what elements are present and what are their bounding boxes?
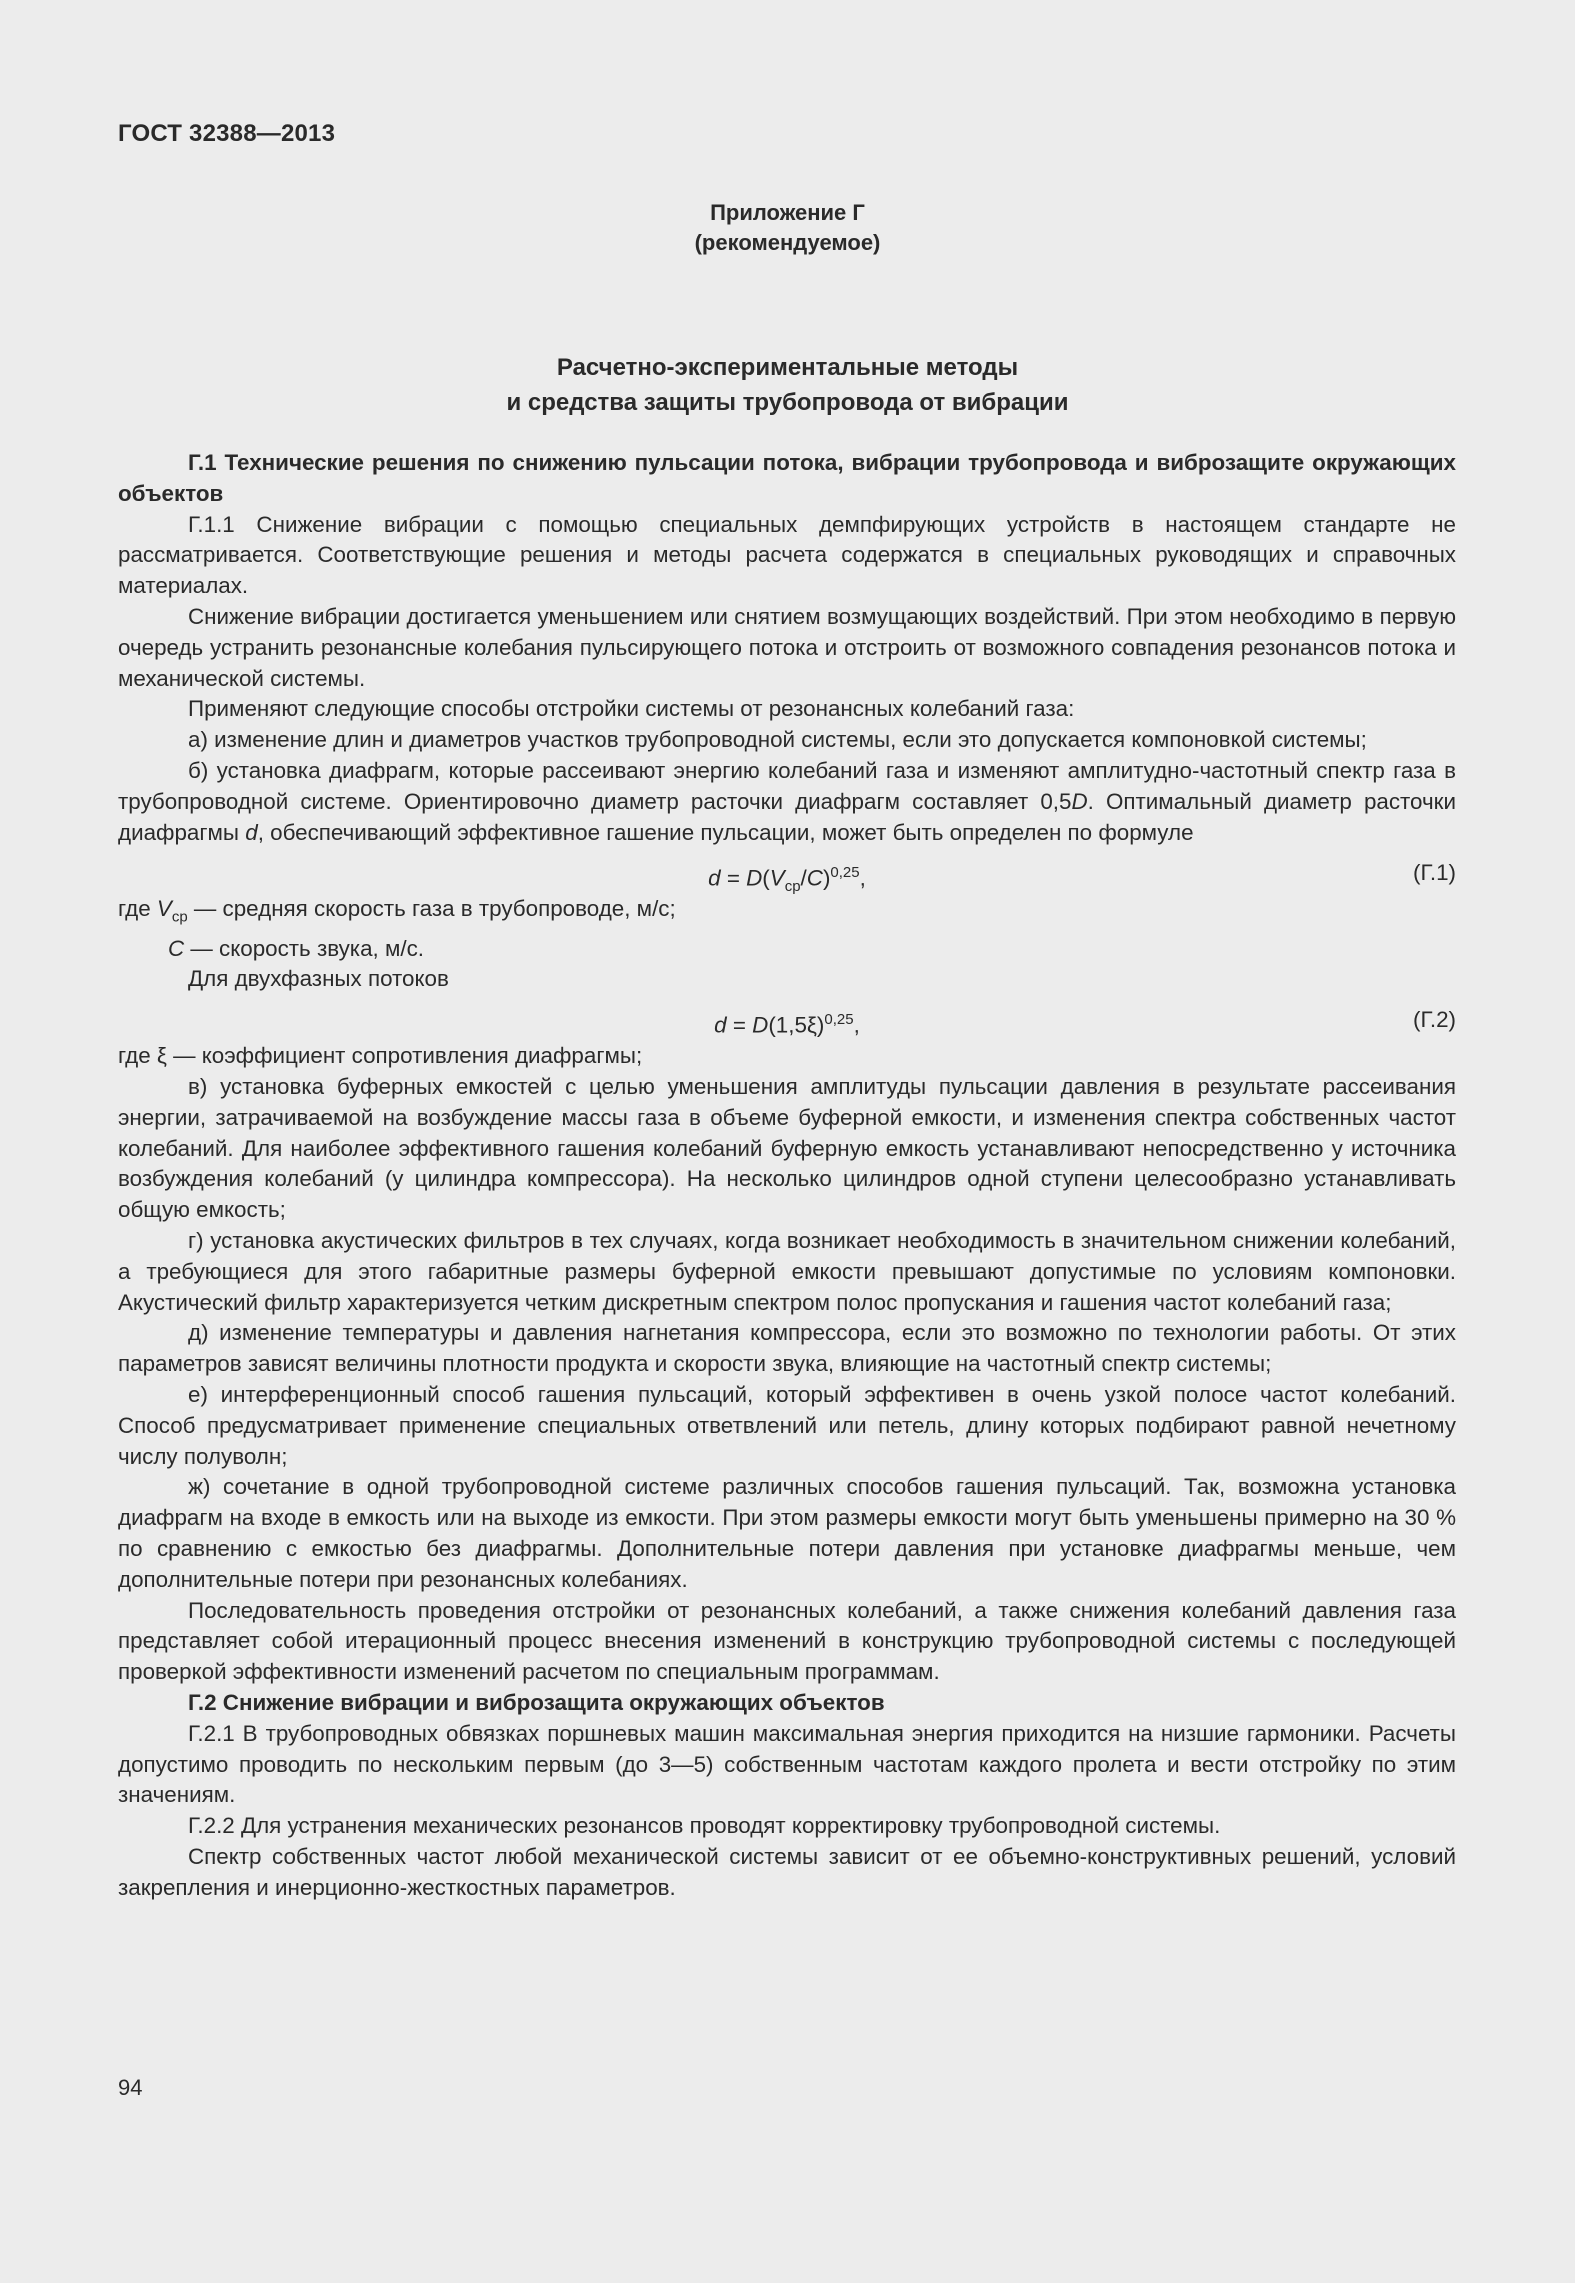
list-item-zh: ж) сочетание в одной трубопроводной системе различных способов гашения пульсаций. Так, возможна установка диафрагм на входе в емкость или на выходе из емкости. При этом размеры емкости могут быть уменьшены примерно на 30 % по сравнению с емкостью без диафрагмы. Дополнительные потери давления при установке диафрагмы меньше, чем дополнительные потери при резонансных колебаниях. bbox=[118, 1474, 1456, 1592]
formula-g2-number: (Г.2) bbox=[1413, 1007, 1456, 1033]
where-line-v: где $V_{ср}$ — средняя скорость газа в трубопроводе, м/с; bbox=[118, 896, 676, 926]
formula-g1-number: (Г.1) bbox=[1413, 860, 1456, 886]
paragraph: Снижение вибрации достигается уменьшением или снятием возмущающих воздействий. При этом необходимо в первую очередь устранить резонансные колебания пульсирующего потока и отстроить от возможного совпадения резонансов потока и механической системы. bbox=[118, 603, 1456, 691]
formula-g2 bbox=[118, 999, 1456, 1039]
where-line-c: C — скорость звука, м/с. bbox=[168, 935, 425, 961]
list-item-a: а) изменение длин и диаметров участков трубопроводной системы, если это допускается компоновкой системы; bbox=[188, 727, 1367, 753]
paragraph: Последовательность проведения отстройки от резонансных колебаний, а также снижения колебаний давления газа представляет собой итерационный процесс внесения изменений в конструкцию трубопроводной системы с последующей проверкой эффективности изменений расчетом по специальным программам. bbox=[118, 1597, 1456, 1685]
paragraph: Для двухфазных потоков bbox=[188, 966, 449, 992]
where-line-xi: где ξ — коэффициент сопротивления диафрагмы; bbox=[118, 1043, 643, 1069]
appendix-title-line1: Расчетно-экспериментальные методы bbox=[556, 354, 1019, 381]
appendix-title-line2: и средства защиты трубопровода от вибрации bbox=[506, 389, 1069, 416]
list-item-g: г) установка акустических фильтров в тех случаях, когда возникает необходимость в значительном снижении колебаний, а требующиеся для этого габаритные размеры буферной емкости превышают допустимые по условиям компоновки. Акустический фильтр характеризуется четким дискретным спектром полос пропускания и гашения частот колебаний газа; bbox=[118, 1228, 1456, 1315]
paragraph: Г.2.2 Для устранения механических резонансов проводят корректировку трубопроводной системы. bbox=[188, 1813, 1221, 1839]
list-item-v: в) установка буферных емкостей с целью уменьшения амплитуды пульсации давления в результате рассеивания энергии, затрачиваемой на возбуждение массы газа в объеме буферной емкости, и изменения спектра собственных частот колебаний. Для наиболее эффективного гашения колебаний буферную емкость устанавливают непосредственно у источника возбуждения колебаний (у цилиндра компрессора). На несколько цилиндров одной ступени целесообразно устанавливать общую емкость; bbox=[118, 1074, 1456, 1223]
section-heading-g1: Г.1 Технические решения по снижению пульсации потока, вибрации трубопровода и виброзащите окружающих объектов bbox=[118, 450, 1456, 506]
appendix-status: (рекомендуемое) bbox=[694, 230, 881, 255]
list-item-e: е) интерференционный способ гашения пульсаций, который эффективен в очень узкой полосе частот колебаний. Способ предусматривает применение специальных ответвлений или петель, длину которых подбирают равной нечетному числу полуволн; bbox=[118, 1381, 1456, 1469]
paragraph: Применяют следующие способы отстройки системы от резонансных колебаний газа: bbox=[188, 696, 1075, 722]
appendix-title bbox=[0, 350, 1575, 420]
appendix-label: Приложение Г bbox=[710, 200, 865, 225]
paragraph: Г.1.1 Снижение вибрации с помощью специальных демпфирующих устройств в настоящем стандарте не рассматривается. Соответствующие решения и методы расчета содержатся в специальных руководящих и справочных материалах. bbox=[118, 511, 1456, 599]
document-code: ГОСТ 32388—2013 bbox=[118, 120, 336, 147]
paragraph: Г.2.1 В трубопроводных обвязках поршневых машин максимальная энергия приходится на низшие гармоники. Расчеты допустимо проводить по нескольким первым (до 3—5) собственным частотам каждого пролета и вести отстройку по этим значениям. bbox=[118, 1720, 1456, 1808]
list-item-d: д) изменение температуры и давления нагнетания компрессора, если это возможно по технологии работы. От этих параметров зависят величины плотности продукта и скорости звука, влияющие на частотный спектр системы; bbox=[118, 1320, 1456, 1377]
formula-g2-expression: $d = D(1,5\xi)^{0,25}$, bbox=[714, 1011, 860, 1038]
appendix-heading bbox=[0, 198, 1575, 258]
document-body bbox=[118, 448, 1456, 1904]
paragraph: Спектр собственных частот любой механической системы зависит от ее объемно-конструктивных решений, условий закрепления и инерционно-жесткостных параметров. bbox=[118, 1843, 1456, 1900]
page-number: 94 bbox=[118, 2075, 143, 2100]
formula-g1 bbox=[118, 852, 1456, 896]
section-heading-g2: Г.2 Снижение вибрации и виброзащита окружающих объектов bbox=[188, 1689, 885, 1715]
list-item-b: б) установка диафрагм, которые рассеивают энергию колебаний газа и изменяют амплитудно-частотный спектр газа в трубопроводной системе. Ориентировочно диаметр расточки диафрагм составляет 0,5D. Оптимальный диаметр расточки диафрагмы d, обеспечивающий эффективное гашение пульсации, может быть определен по формуле bbox=[118, 757, 1456, 845]
formula-g1-expression: $d = D(V_{ср}/C)^{0,25}$, bbox=[708, 864, 866, 896]
